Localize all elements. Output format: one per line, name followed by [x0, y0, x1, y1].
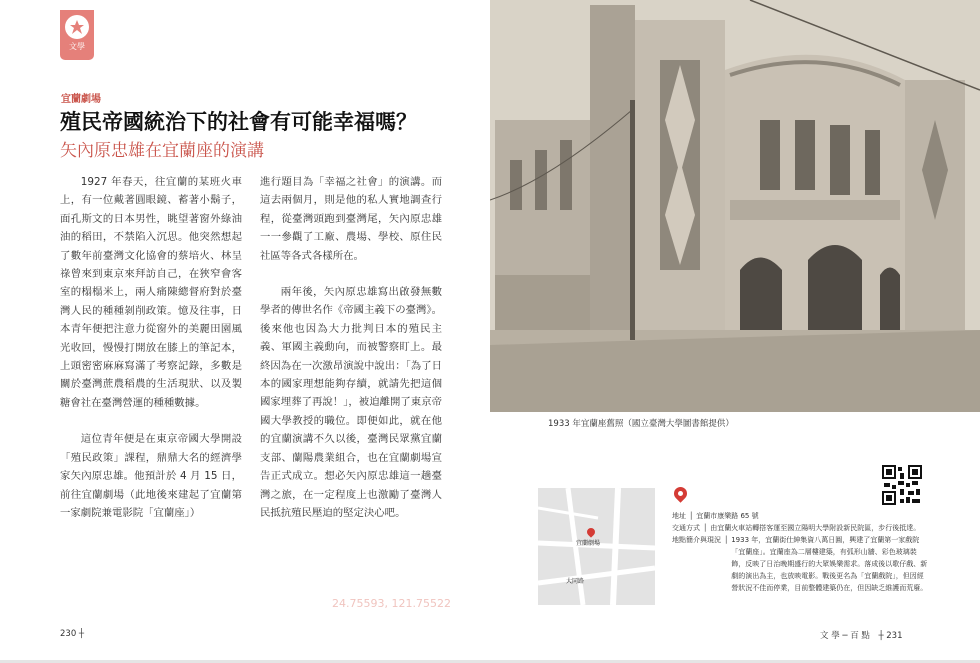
flower-emblem-icon: [65, 15, 89, 39]
category-label: 文學: [69, 42, 85, 51]
location-map: [538, 488, 655, 605]
info-row-transport: 交通方式 │ 由宜蘭火車站轉搭客運至國立陽明大學附設新民院區，步行後抵達。: [672, 522, 928, 534]
location-info: [672, 510, 928, 594]
info-row-description: 地點簡介與現況 │ 1933 年，宜蘭街仕紳集資八萬日圓，興建了宜蘭第一家戲院「宜蘭座」。宜蘭座為二層樓建築，有弧形山牆、彩色玻璃裝飾，反映了日治晚期盛行的大眾娛樂需求。落成後以歌仔戲、新劇的演出為主，也放映電影。戰後更名為「宜蘭戲院」，但因經營狀況不佳而停業，目前整體建築仍在，但因缺乏維護而荒廢。: [672, 536, 928, 592]
page-number: 231: [886, 631, 903, 641]
paragraph: 兩年後，矢內原忠雄寫出啟發無數學者的傳世名作《帝國主義下の臺灣》。後來他也因為大力批判日本的殖民主義、軍國主義動向，而被警察盯上。最終因為在一次激昂演說中說出：「為了日本的國家理想能夠存續，就請先把這個國家埋葬了再說！」，被迫離開了東京帝國大學教授的職位。即便如此，就在他的宜蘭演講不久以後，臺灣民眾黨宜蘭支部、蘭陽農業組合，也在宜蘭劇場宣告正式成立。想必矢內原忠雄這一趟臺灣之旅，在一定程度上也激勵了臺灣人民抵抗殖民壓迫的堅定決心吧。: [260, 286, 442, 519]
section-label: 宜蘭劇場: [61, 94, 101, 105]
paragraph: 這位青年便是在東京帝國大學開設「殖民政策」課程，鼎鼎大名的經濟學家矢內原忠雄。他預計於 4 月 15 日，前往宜蘭劇場（此地後來建起了宜蘭第一家劇院兼電影院「宜蘭座」）: [60, 433, 242, 519]
body-column-left: [60, 173, 242, 522]
location-pin-icon: [671, 484, 689, 502]
info-label: 交通方式: [672, 524, 700, 532]
article-subtitle: 矢內原忠雄在宜蘭座的演講: [60, 141, 264, 161]
category-badge: [60, 10, 94, 60]
page-footer-right: 文 學 ─ 百 點 ┼ 231: [820, 631, 903, 641]
photo-caption: 1933 年宜蘭座舊照（國立臺灣大學圖書館提供）: [548, 419, 734, 429]
article-title: 殖民帝國統治下的社會有可能幸福嗎？: [60, 110, 417, 134]
running-title: 文 學 ─ 百 點: [820, 631, 870, 641]
body-column-middle: [260, 173, 442, 522]
info-value: 宜蘭市康樂路 65 號: [696, 512, 759, 520]
info-label: 地址: [672, 512, 686, 520]
page-number-left: 230 ┼: [60, 629, 85, 639]
paragraph: 進行題目為「幸福之社會」的演講。而這去兩個月，則是他的私人實地調查行程，從臺灣頭跑到臺灣尾，矢內原忠雄一一參觀了工廠、農場、學校、原住民社區等各式各樣所在。: [260, 176, 442, 262]
gps-coordinates: 24.75593, 121.75522: [332, 597, 451, 610]
map-pin-label: 宜蘭劇場: [576, 540, 601, 547]
info-label: 地點簡介與現況: [672, 536, 721, 544]
info-row-address: 地址 │ 宜蘭市康樂路 65 號: [672, 510, 928, 522]
map-road-label: 大同路: [566, 578, 585, 585]
info-value: 1933 年，宜蘭街仕紳集資八萬日圓，興建了宜蘭第一家戲院「宜蘭座」。宜蘭座為二層樓建築，有弧形山牆、彩色玻璃裝飾，反映了日治晚期盛行的大眾娛樂需求。落成後以歌仔戲、新劇的演出為主，也放映電影。戰後更名為「宜蘭戲院」，但因經營狀況不佳而停業，目前整體建築仍在，但因缺乏維護而荒廢。: [731, 536, 928, 592]
page-number: 230: [60, 629, 77, 639]
paragraph: 1927 年春天，往宜蘭的某班火車上，有一位戴著圓眼鏡、蓄著小鬍子，面孔斯文的日本男性，眺望著窗外綠油油的稻田，不禁陷入沉思。他突然想起了數年前臺灣文化協會的蔡培火、林呈祿曾來到東京來拜訪自己，在狹窄會客室的榻榻米上，兩人痛陳總督府對於臺灣人民的種種剝削政策。憶及往事，日本青年便把注意力從窗外的美麗田園風光收回，慢慢打開放在膝上的筆記本，上頭密密麻麻寫滿了考察記錄，多數是關於臺灣蔗農稻農的生活現狀、以及製糖會社在臺灣營運的種種數據。: [60, 176, 242, 409]
historic-photo: [490, 0, 980, 412]
info-value: 由宜蘭火車站轉搭客運至國立陽明大學附設新民院區，步行後抵達。: [710, 524, 921, 532]
qr-code-icon[interactable]: [882, 465, 922, 505]
